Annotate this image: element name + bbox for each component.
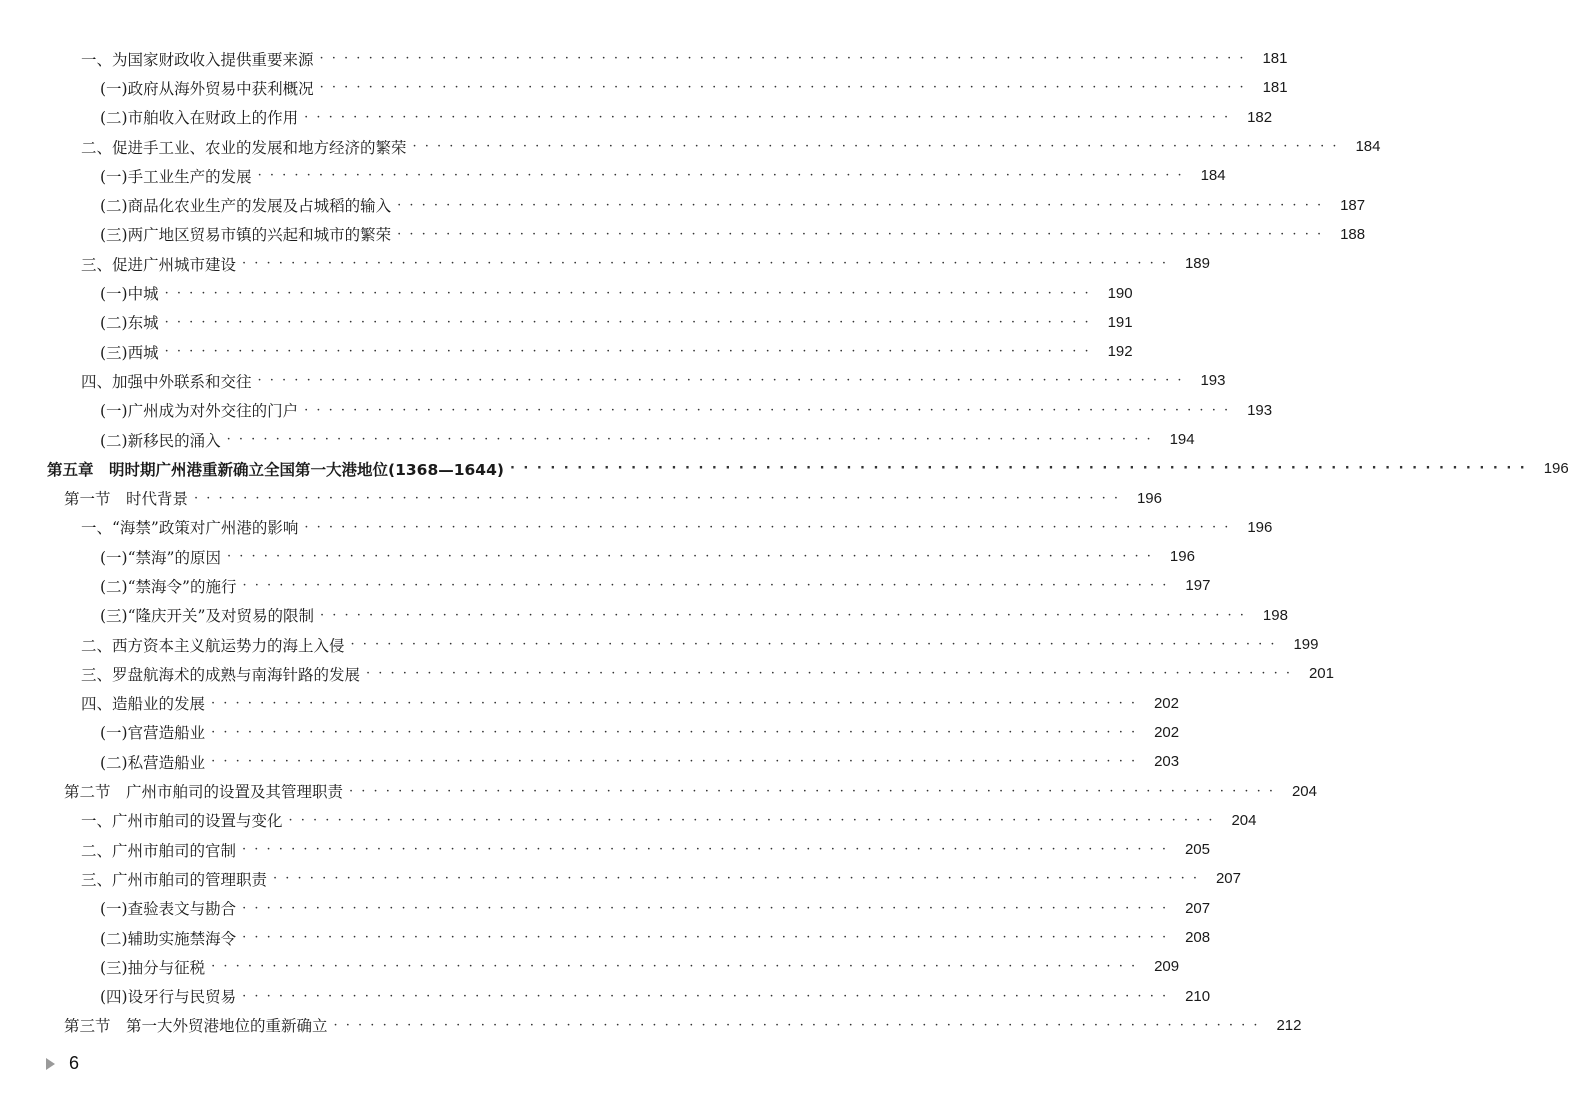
toc-entry xyxy=(0,806,1257,835)
toc-entry xyxy=(0,161,1226,190)
toc-entry-title: (三)“隆庆开关”及对贸易的限制 xyxy=(100,607,314,626)
toc-entry-title: 三、罗盘航海术的成熟与南海针路的发展 xyxy=(81,665,361,684)
toc-entry xyxy=(0,366,1226,395)
toc-entry xyxy=(0,718,1180,747)
toc-entry-title: 一、为国家财政收入提供重要来源 xyxy=(81,50,314,69)
toc-entry-title: (一)政府从海外贸易中获利概况 xyxy=(100,79,314,98)
toc-entry-title: (二)新移民的涌入 xyxy=(100,431,221,450)
toc-entry-page: 208 xyxy=(1185,929,1211,947)
toc-entry xyxy=(0,396,1273,425)
toc-entry-title: 二、广州市舶司的官制 xyxy=(81,841,237,860)
toc-entry xyxy=(0,132,1381,161)
toc-entry-page: 181 xyxy=(1262,79,1288,97)
toc-entry-title: (一)“禁海”的原因 xyxy=(100,548,221,567)
dot-leader: · · · · · · · · · · · · · · · · · · · · · · · · · · · · · · · · · · · · · · · · · · · · · · · · · · · · · · · · · · · · · · · · · · · · · · · · · · · · xyxy=(319,51,1246,67)
toc-entry xyxy=(0,894,1211,923)
triangle-right-icon xyxy=(46,1058,55,1070)
toc-entry-title: 第五章 明时期广州港重新确立全国第一大港地位(1368—1644) xyxy=(47,460,504,479)
toc-entry-title: (一)手工业生产的发展 xyxy=(100,167,252,186)
toc-entry xyxy=(0,776,1317,805)
page-footer xyxy=(46,1053,79,1074)
toc-entry xyxy=(0,103,1273,132)
dot-leader: · · · · · · · · · · · · · · · · · · · · · · · · · · · · · · · · · · · · · · · · · · · · · · · · · · · · · · · · · · · · · · · · · · · · · · · · · · · · xyxy=(242,578,1169,594)
toc-entry-page: 198 xyxy=(1262,606,1288,624)
toc-entry xyxy=(0,337,1133,366)
toc-entry-page: 193 xyxy=(1247,401,1273,419)
toc-entry xyxy=(0,483,1162,512)
dot-leader: · · · · · · · · · · · · · · · · · · · · · · · · · · · · · · · · · · · · · · · · · · · · · · · · · · · · · · · · · · · · · · · · · · · · · · · · · · · · xyxy=(397,197,1324,213)
toc-entry-page: 193 xyxy=(1200,372,1226,390)
dot-leader: · · · · · · · · · · · · · · · · · · · · · · · · · · · · · · · · · · · · · · · · · · · · · · · · · · · · · · · · · · · · · · · · · · · · · · · · · · · · xyxy=(288,812,1215,828)
toc-entry-title: 一、广州市舶司的设置与变化 xyxy=(81,812,283,831)
dot-leader: · · · · · · · · · · · · · · · · · · · · · · · · · · · · · · · · · · · · · · · · · · · · · · · · · · · · · · · · · · · · · · · · · · · · · · · · · · · · xyxy=(164,285,1091,301)
toc-entry-title: 三、广州市舶司的管理职责 xyxy=(81,870,268,889)
dot-leader: · · · · · · · · · · · · · · · · · · · · · · · · · · · · · · · · · · · · · · · · · · · · · · · · · · · · · · · · · · · · · · · · · · · · · · · · · · · · xyxy=(242,842,1168,858)
dot-leader: · · · · · · · · · · · · · · · · · · · · · · · · · · · · · · · · · · · · · · · · · · · · · · · · · · · · · · · · · · · · · · · · · · · · · · · · · · · · xyxy=(211,754,1138,770)
toc-entry-page: 203 xyxy=(1154,753,1180,771)
toc-entry-page: 188 xyxy=(1340,225,1366,243)
toc-entry-page: 207 xyxy=(1185,899,1211,917)
dot-leader: · · · · · · · · · · · · · · · · · · · · · · · · · · · · · · · · · · · · · · · · · · · · · · · · · · · · · · · · · · · · · · · · · · · · · · · · · · · · xyxy=(164,314,1091,330)
toc-entry xyxy=(0,513,1273,542)
toc-entry-page: 196 xyxy=(1247,518,1273,536)
dot-leader: · · · · · · · · · · · · · · · · · · · · · · · · · · · · · · · · · · · · · · · · · · · · · · · · · · · · · · · · · · · · · · · · · · · · · · · · · · · · xyxy=(509,461,1527,477)
dot-leader: · · · · · · · · · · · · · · · · · · · · · · · · · · · · · · · · · · · · · · · · · · · · · · · · · · · · · · · · · · · · · · · · · · · · · · · · · · · · xyxy=(304,519,1231,535)
toc-entry-title: (二)市舶收入在财政上的作用 xyxy=(100,109,299,128)
toc-entry xyxy=(0,864,1241,893)
dot-leader: · · · · · · · · · · · · · · · · · · · · · · · · · · · · · · · · · · · · · · · · · · · · · · · · · · · · · · · · · · · · · · · · · · · · · · · · · · · · xyxy=(412,139,1339,155)
toc-entry-title: (二)辅助实施禁海令 xyxy=(100,929,237,948)
toc-entry-title: 第二节 广州市舶司的设置及其管理职责 xyxy=(64,783,344,802)
toc-entry xyxy=(0,73,1288,102)
toc-entry xyxy=(0,542,1195,571)
toc-entry xyxy=(0,923,1211,952)
dot-leader: · · · · · · · · · · · · · · · · · · · · · · · · · · · · · · · · · · · · · · · · · · · · · · · · · · · · · · · · · · · · · · · · · · · · · · · · · · · · xyxy=(319,80,1246,96)
toc-entry-page: 191 xyxy=(1107,313,1133,331)
dot-leader: · · · · · · · · · · · · · · · · · · · · · · · · · · · · · · · · · · · · · · · · · · · · · · · · · · · · · · · · · · · · · · · · · · · · · · · · · · · · xyxy=(349,783,1275,799)
toc-entry-page: 197 xyxy=(1185,577,1211,595)
toc-entry xyxy=(0,601,1288,630)
toc-entry-title: (三)西城 xyxy=(100,343,159,362)
dot-leader: · · · · · · · · · · · · · · · · · · · · · · · · · · · · · · · · · · · · · · · · · · · · · · · · · · · · · · · · · · · · · · · · · · · · · · · · · · · · xyxy=(366,666,1292,682)
toc-entry-page: 201 xyxy=(1308,665,1334,683)
toc-entry-page: 181 xyxy=(1262,50,1288,68)
toc-entry-page: 207 xyxy=(1215,870,1241,888)
toc-entry xyxy=(0,835,1210,864)
toc-entry-title: 三、促进广州城市建设 xyxy=(81,255,237,274)
toc-entry xyxy=(0,220,1366,249)
toc-entry-page: 202 xyxy=(1154,723,1180,741)
toc-entry-title: (一)查验表文与勘合 xyxy=(100,900,237,919)
toc-entry-page: 196 xyxy=(1169,548,1195,566)
toc-entry-page: 204 xyxy=(1291,782,1317,800)
dot-leader: · · · · · · · · · · · · · · · · · · · · · · · · · · · · · · · · · · · · · · · · · · · · · · · · · · · · · · · · · · · · · · · · · · · · · · · · · · · · xyxy=(333,1017,1260,1033)
dot-leader: · · · · · · · · · · · · · · · · · · · · · · · · · · · · · · · · · · · · · · · · · · · · · · · · · · · · · · · · · · · · · · · · · · · · · · · · · · · · xyxy=(226,432,1153,447)
dot-leader: · · · · · · · · · · · · · · · · · · · · · · · · · · · · · · · · · · · · · · · · · · · · · · · · · · · · · · · · · · · · · · · · · · · · · · · · · · · · xyxy=(242,256,1168,272)
toc-entry-title: 第一节 时代背景 xyxy=(64,490,189,509)
toc-entry-title: (二)“禁海令”的施行 xyxy=(100,577,237,596)
toc-entry-title: (一)官营造船业 xyxy=(100,724,206,743)
dot-leader: · · · · · · · · · · · · · · · · · · · · · · · · · · · · · · · · · · · · · · · · · · · · · · · · · · · · · · · · · · · · · · · · · · · · · · · · · · · · xyxy=(304,109,1231,125)
toc-entry-title: (二)东城 xyxy=(100,314,159,333)
dot-leader: · · · · · · · · · · · · · · · · · · · · · · · · · · · · · · · · · · · · · · · · · · · · · · · · · · · · · · · · · · · · · · · · · · · · · · · · · · · · xyxy=(211,724,1138,740)
page-number: 6 xyxy=(69,1053,80,1073)
toc-entry xyxy=(0,425,1195,454)
toc-entry-page: 204 xyxy=(1231,811,1257,829)
dot-leader: · · · · · · · · · · · · · · · · · · · · · · · · · · · · · · · · · · · · · · · · · · · · · · · · · · · · · · · · · · · · · · · · · · · · · · · · · · · · xyxy=(211,959,1138,975)
toc-entry xyxy=(0,454,1569,483)
toc-entry-title: 四、造船业的发展 xyxy=(81,695,206,714)
toc-entry-title: (一)广州成为对外交往的门户 xyxy=(100,402,299,421)
toc-entry xyxy=(0,1011,1302,1040)
toc-entry xyxy=(0,689,1179,718)
toc-entry xyxy=(0,982,1211,1011)
dot-leader: · · · · · · · · · · · · · · · · · · · · · · · · · · · · · · · · · · · · · · · · · · · · · · · · · · · · · · · · · · · · · · · · · · · · · · · · · · · · xyxy=(257,168,1184,184)
dot-leader: · · · · · · · · · · · · · · · · · · · · · · · · · · · · · · · · · · · · · · · · · · · · · · · · · · · · · · · · · · · · · · · · · · · · · · · · · · · · xyxy=(397,226,1324,242)
toc-entry-page: 182 xyxy=(1247,108,1273,126)
toc-entry-title: (三)两广地区贸易市镇的兴起和城市的繁荣 xyxy=(100,226,392,245)
dot-leader: · · · · · · · · · · · · · · · · · · · · · · · · · · · · · · · · · · · · · · · · · · · · · · · · · · · · · · · · · · · · · · · · · · · · · · · · · · · · xyxy=(350,637,1277,653)
toc-entry-title: 第三节 第一大外贸港地位的重新确立 xyxy=(64,1017,328,1036)
toc-entry-title: 四、加强中外联系和交往 xyxy=(81,372,252,391)
toc-entry-page: 196 xyxy=(1543,460,1569,478)
dot-leader: · · · · · · · · · · · · · · · · · · · · · · · · · · · · · · · · · · · · · · · · · · · · · · · · · · · · · · · · · · · · · · · · · · · · · · · · · · · · xyxy=(164,344,1091,360)
dot-leader: · · · · · · · · · · · · · · · · · · · · · · · · · · · · · · · · · · · · · · · · · · · · · · · · · · · · · · · · · · · · · · · · · · · · · · · · · · · · xyxy=(319,607,1246,623)
toc-entry-page: 184 xyxy=(1355,138,1381,156)
dot-leader: · · · · · · · · · · · · · · · · · · · · · · · · · · · · · · · · · · · · · · · · · · · · · · · · · · · · · · · · · · · · · · · · · · · · · · · · · · · · xyxy=(273,871,1199,887)
toc-entry xyxy=(0,308,1133,337)
dot-leader: · · · · · · · · · · · · · · · · · · · · · · · · · · · · · · · · · · · · · · · · · · · · · · · · · · · · · · · · · · · · · · · · · · · · · · · · · · · · xyxy=(226,549,1153,565)
toc-entry-page: 192 xyxy=(1107,343,1133,361)
table-of-contents xyxy=(0,44,1569,1040)
toc-entry xyxy=(0,630,1319,659)
toc-entry-page: 209 xyxy=(1154,958,1180,976)
dot-leader: · · · · · · · · · · · · · · · · · · · · · · · · · · · · · · · · · · · · · · · · · · · · · · · · · · · · · · · · · · · · · · · · · · · · · · · · · · · · xyxy=(304,402,1231,418)
toc-entry xyxy=(0,747,1180,776)
toc-entry-title: 二、促进手工业、农业的发展和地方经济的繁荣 xyxy=(81,138,407,157)
toc-entry xyxy=(0,44,1288,73)
dot-leader: · · · · · · · · · · · · · · · · · · · · · · · · · · · · · · · · · · · · · · · · · · · · · · · · · · · · · · · · · · · · · · · · · · · · · · · · · · · · xyxy=(242,930,1169,946)
toc-entry-page: 202 xyxy=(1153,694,1179,712)
toc-entry-title: 一、“海禁”政策对广州港的影响 xyxy=(81,519,299,538)
toc-entry xyxy=(0,952,1180,981)
dot-leader: · · · · · · · · · · · · · · · · · · · · · · · · · · · · · · · · · · · · · · · · · · · · · · · · · · · · · · · · · · · · · · · · · · · · · · · · · · · · xyxy=(257,373,1184,389)
toc-entry-page: 194 xyxy=(1169,431,1195,448)
toc-entry-title: 二、西方资本主义航运势力的海上入侵 xyxy=(81,636,345,655)
dot-leader: · · · · · · · · · · · · · · · · · · · · · · · · · · · · · · · · · · · · · · · · · · · · · · · · · · · · · · · · · · · · · · · · · · · · · · · · · · · · xyxy=(242,900,1169,916)
toc-entry xyxy=(0,249,1210,278)
toc-entry-page: 210 xyxy=(1185,987,1211,1005)
dot-leader: · · · · · · · · · · · · · · · · · · · · · · · · · · · · · · · · · · · · · · · · · · · · · · · · · · · · · · · · · · · · · · · · · · · · · · · · · · · · xyxy=(242,988,1169,1004)
toc-entry-page: 190 xyxy=(1107,284,1133,302)
toc-entry-title: (一)中城 xyxy=(100,285,159,304)
toc-entry xyxy=(0,571,1211,600)
toc-entry-title: (四)设牙行与民贸易 xyxy=(100,988,237,1007)
toc-entry-title: (二)商品化农业生产的发展及占城稻的输入 xyxy=(100,197,392,216)
toc-entry-title: (三)抽分与征税 xyxy=(100,958,206,977)
toc-entry-page: 187 xyxy=(1340,196,1366,214)
dot-leader: · · · · · · · · · · · · · · · · · · · · · · · · · · · · · · · · · · · · · · · · · · · · · · · · · · · · · · · · · · · · · · · · · · · · · · · · · · · · xyxy=(194,490,1120,506)
toc-entry-page: 212 xyxy=(1276,1016,1302,1034)
toc-entry-page: 184 xyxy=(1200,167,1226,185)
toc-entry-title: (二)私营造船业 xyxy=(100,753,206,772)
toc-entry-page: 205 xyxy=(1184,841,1210,859)
toc-entry xyxy=(0,190,1366,219)
dot-leader: · · · · · · · · · · · · · · · · · · · · · · · · · · · · · · · · · · · · · · · · · · · · · · · · · · · · · · · · · · · · · · · · · · · · · · · · · · · · xyxy=(211,695,1137,711)
toc-entry xyxy=(0,659,1334,688)
toc-entry-page: 189 xyxy=(1184,255,1210,273)
toc-entry xyxy=(0,278,1133,307)
toc-entry-page: 199 xyxy=(1293,636,1319,654)
toc-entry-page: 196 xyxy=(1136,489,1162,507)
